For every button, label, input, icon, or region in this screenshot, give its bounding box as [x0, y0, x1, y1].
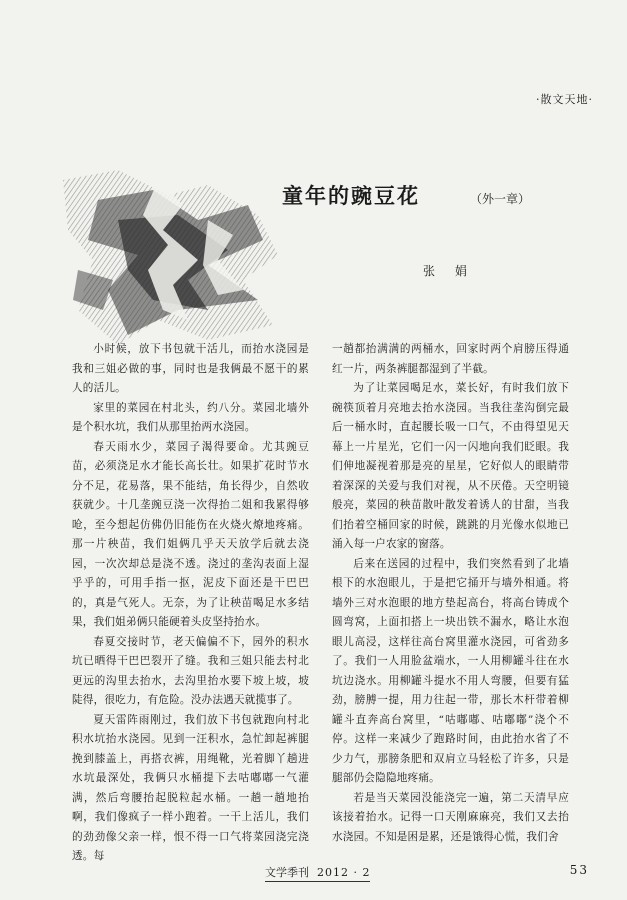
journal-name: 文学季刊: [265, 866, 309, 879]
paragraph: 小时候，放下书包就干活儿，而抬水浇园是我和三姐必做的事，同时也是我俩最不愿干的累人的活儿。: [72, 343, 309, 394]
paragraph-continued: 一趟都抬满满的两桶水，回家时两个肩膀压得通红一片，两条裤腿都湿到了半截。: [332, 343, 569, 375]
paragraph: 若是当天菜园没能浇完一遍，第二天清早应该接着抬水。记得一口天刚麻麻亮，我们又去抬水浇园。不知是困是累，还是饿得心慌，我们舍: [332, 791, 569, 843]
journal-issue: 2012 · 2: [317, 866, 371, 879]
article-subtitle: （外一章）: [470, 192, 531, 206]
paragraph: 为了让菜园喝足水，菜长好，有时我们放下碗筷顶着月亮地去抬水浇园。当我往垄沟倒完最后一桶水时，直起腰长吸一口气，不由得望见天幕上一片星光，它们一闪一闪地向我们眨眼。我们伸地凝视着那是亮的星星，它好似人的眼睛带着深深的关爱与我们对视，从不厌倦。天空明镜般亮，菜园的秧苗散叶散发着诱人的甘甜，当我们抬着空桶回家的时候，跳跳的月光像水似地已涌入每一户农家的窗落。: [332, 382, 569, 550]
journal-footer: [265, 864, 370, 880]
paragraph: 后来在送园的过程中，我们突然看到了北墙根下的水泡眼儿，于是把它捅开与墙外相通。将墙外三对水泡眼的地方垫起高台，将高台铸成个圆弯窝，上面扣搭上一块出铁不漏水，略让水泡眼儿高浸，这样往高台窝里灌水浇园，可省劲多了。我们一人用脸盆端水，一人用柳罐斗往在水坑边浇水。用柳罐斗提水不用人弯腰，但要有猛劲，膀膊一提，用力往起一带，那长木杆带着柳罐斗直奔高台窝里，“咕嘟嘟、咕嘟嘟”浇个不停。这样一来减少了跑路时间，由此抬水省了不少力气，那膀条肥和双肩立马轻松了许多，只是腿部仍会隐隐地疼痛。: [332, 557, 569, 784]
paragraph: 春天雨水少，菜园子渴得要命。尤其豌豆苗，必须浇足水才能长高长壮。如果扩花时节水分不足，花易落，果不能结，角长得少，自然收获就少。十几垄豌豆浇一次得抬二姐和我累得够呛，至今想起仿佛仍旧能伤在火烧火燎地疼痛。那一片秧苗，我们姐俩几乎天天放学后就去浇园，一次次却总是浇不透。浇过的垄沟表面上湿乎乎的，可用手指一抠，泥皮下面还是干巴巴的，真是气死人。无奈，为了让秧苗喝足水多结果，我们姐弟俩只能硬着头皮坚持抬水。: [72, 440, 309, 628]
paragraph: 家里的菜园在村北头，约八分。菜园北墙外是个积水坑，我们从那里抬两水浇园。: [72, 401, 309, 433]
article-title: 童年的豌豆花: [282, 184, 420, 208]
paragraph: 春夏交接时节，老天偏偏不下，园外的积水坑已晒得干巴巴裂开了缝。我和三姐只能去村北更远的沟里去抬水，去沟里抬水要下坡上坡，坡陡得，很吃力，有危险。没办法遇天就揽事了。: [72, 635, 309, 706]
paragraph: 夏天雷阵雨刚过，我们放下书包就跑向村北积水坑抬水浇园。见到一汪积水，急忙卸起裤腿挽到膝盖上，再搭衣裤，用绳靴，光着脚丫趟进水坑最深处，我俩只水桶提下去咕嘟嘟一气灌满，然后弯腰抬起脱粒起水桶。一趟一趟地抬啊，我们像疯子一样小跑着。一干上活儿，我们的劲劲像父亲一样，恨不得一口气将菜园浇完浇透。每: [72, 713, 309, 862]
left-text-column: [72, 340, 309, 867]
footer-rule: [265, 881, 370, 882]
section-tag: ·散文天地·: [536, 93, 593, 106]
page-number: 53: [569, 863, 589, 877]
right-text-column: [332, 340, 569, 847]
abstract-brushstroke-artwork: [58, 160, 283, 350]
article-author: 张 娟: [423, 264, 475, 278]
